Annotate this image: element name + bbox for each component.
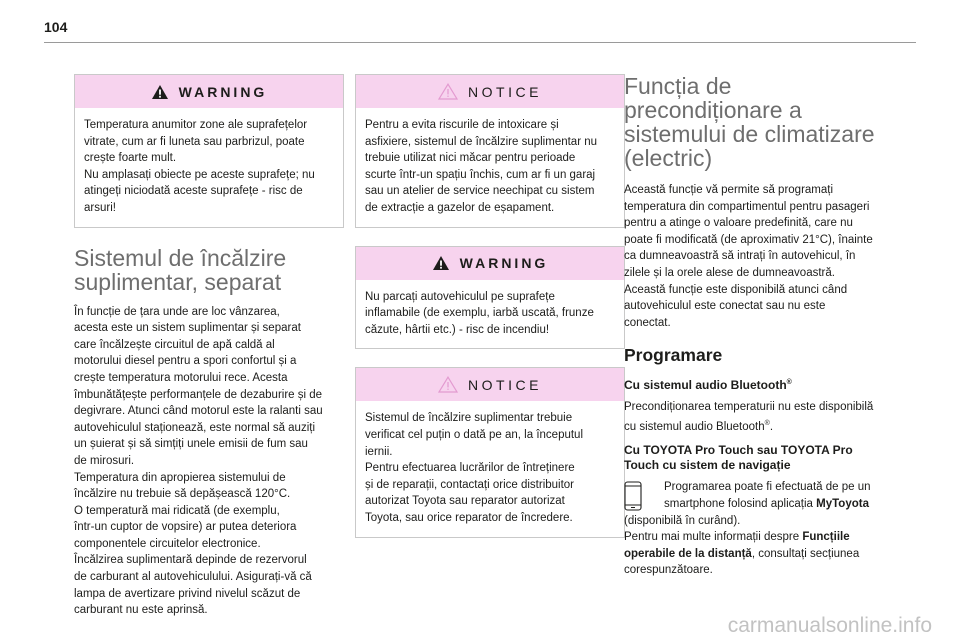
pro-touch-text: Programarea poate fi efectuată de pe un smartphone folosind aplicația MyToyota (disponibilă în curând). Pentru mai multe informații despre Funcțiile operabile de la distanță, consultați secțiunea corespunzătoare.: [624, 481, 871, 577]
notice-triangle-icon: [438, 83, 458, 100]
warning-text: Nu parcați autovehiculul pe suprafețe inflamabile (de exemplu, iarbă uscată, frunze căzute, hârtii etc.) - risc de incendiu!: [365, 290, 594, 336]
section-title-heating: Sistemul de încălzire suplimentar, separat: [74, 244, 287, 295]
warning-box: [74, 74, 344, 228]
bluetooth-heading: Cu sistemul audio Bluetooth®: [624, 378, 792, 393]
column-left: [74, 74, 344, 619]
heating-body-text: În funcție de țara unde are loc vânzarea, acesta este un sistem suplimentar și separat care încălzește circuitul de apă caldă al motorului diesel pentru a spori confortul și a crește temperatura motorului rece. Acesta îmbunătățește performanțele de dezaburire și de degivrare. Atunci când motorul este la ralanti sau autovehiculul staționează, este normal să auziți un șuierat și să simțiți unele emisii de fum sau de mirosuri. Temperatura din apropierea sistemului de încălzire nu trebuie să depășească 120°C. O temperatură mai ridicată (de exemplu, într-un cuptor de vopsire) ar putea deteriora componentele circuitelor electronice. Încălzirea suplimentară depinde de rezervorul de carburant al autovehiculului. Asigurați-vă că lampa de avertizare privind nivelul scăzut de carburant nu este aprinsă.: [74, 305, 323, 617]
section-title-preconditioning: Funcția de precondiționare a sistemului de climatizare (electric): [624, 73, 875, 171]
notice-box-header: [356, 75, 624, 108]
notice-text: Sistemul de încălzire suplimentar trebuie verificat cel puțin o dată pe an, la începutul iernii. Pentru efectuarea lucrărilor de întreținere și de reparații, contactați orice distribuitor autorizat Toyota sau reparator autorizat Toyota, sau orice reparator de încredere.: [365, 412, 584, 524]
watermark: carmanualsonline.info: [727, 614, 932, 637]
programming-title: Programare: [624, 345, 723, 366]
warning-title: WARNING: [459, 255, 549, 272]
smartphone-icon: [624, 481, 642, 517]
column-right: [624, 74, 914, 579]
notice-title: NOTICE: [468, 376, 542, 393]
warning-box-header: [75, 75, 343, 108]
warning-triangle-icon: [432, 255, 450, 271]
warning-box-header: [356, 247, 624, 280]
notice-triangle-icon: [438, 376, 458, 393]
warning-triangle-icon: [151, 84, 169, 100]
warning-box-fire: [355, 246, 625, 350]
header-divider: [44, 42, 916, 43]
page-number: 104: [44, 19, 68, 35]
notice-title: NOTICE: [468, 83, 542, 100]
bluetooth-text: Precondiționarea temperaturii nu este disponibilă cu sistemul audio Bluetooth®.: [624, 401, 874, 433]
pro-touch-heading: Cu TOYOTA Pro Touch sau TOYOTA Pro Touch cu sistem de navigație: [624, 443, 853, 473]
notice-text: Pentru a evita riscurile de intoxicare și asfixiere, sistemul de încălzire suplimentar nu trebuie utilizat nici măcar pentru perioade scurte într-un spațiu închis, cum ar fi un garaj sau un atelier de service neechipat cu sistem de extracție a gazelor de eșapament.: [365, 119, 598, 214]
preconditioning-intro-text: Această funcție vă permite să programați temperatura din compartimentul pentru pasageri pentru a atinge o valoare predefinită, care nu poate fi modificată (de aproximativ 21°C), înainte ca dumneavoastră să intrați în autovehicul, în zilele și la orele alese de dumneavoastră. Această funcție este disponibilă atunci când autovehiculul este conectat sau nu este conectat.: [624, 184, 873, 329]
warning-title: WARNING: [178, 83, 268, 100]
notice-box-maintenance: [355, 367, 625, 537]
warning-text: Temperatura anumitor zone ale suprafețelor vitrate, cum ar fi luneta sau parbrizul, poate crește foarte mult. Nu amplasați obiecte pe aceste suprafețe; nu atingeți niciodată aceste suprafețe - risc de arsuri!: [84, 119, 315, 214]
notice-box-exhaust: [355, 74, 625, 228]
notice-box-header: [356, 368, 624, 401]
column-middle: [355, 74, 625, 556]
